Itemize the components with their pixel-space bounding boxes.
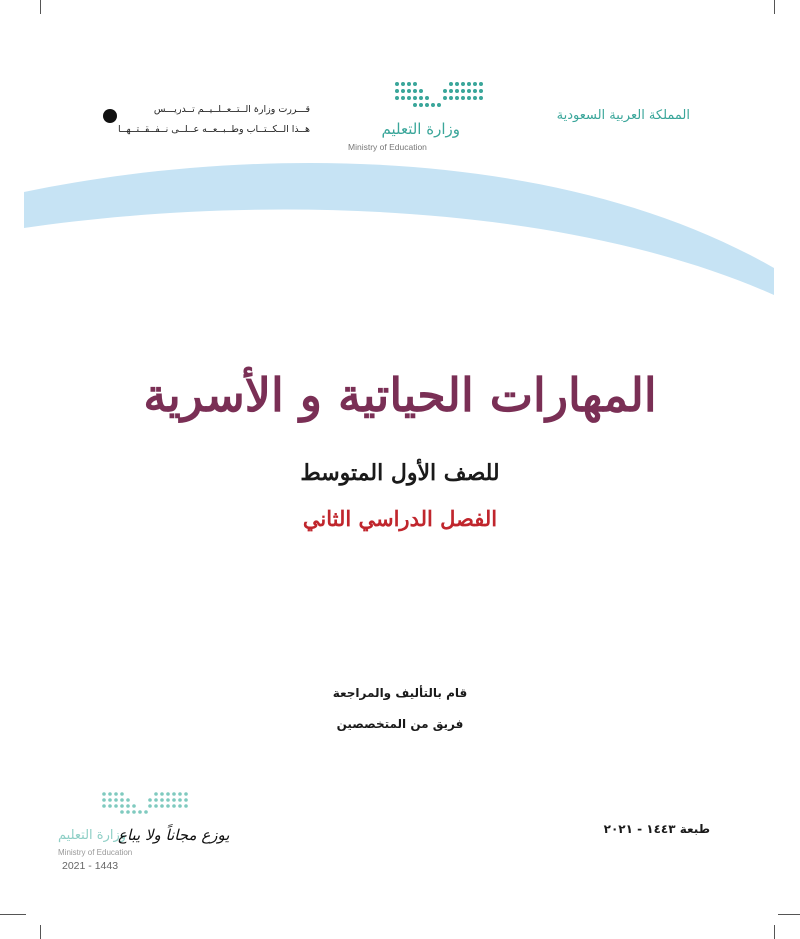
approval-line-1: قـــررت وزارة الــتــعــلــيــم تــدريـــس (153, 104, 310, 115)
ministry-name-en: Ministry of Education (348, 142, 427, 152)
ministry-logo (340, 80, 500, 160)
book-title: المهارات الحياتية و الأسرية (143, 368, 657, 422)
semester: الفصل الدراسي الثاني (302, 506, 498, 531)
author-team: فريق من المتخصصين (336, 717, 464, 731)
crop-mark (0, 914, 26, 915)
authored-by: قام بالتأليف والمراجعة (332, 686, 468, 700)
ministry-dots-icon (392, 80, 492, 116)
approval-line-2: هــذا الــكــتــاب وطــبــعــه عــلــى نــفــقــتــهــا (118, 124, 310, 135)
kingdom-name: المملكة العربية السعودية (556, 108, 690, 123)
crop-mark (774, 925, 775, 939)
footer-ministry-logo (58, 790, 230, 880)
crop-mark (774, 0, 775, 14)
crop-mark (40, 925, 41, 939)
decorative-band (0, 150, 800, 300)
crop-mark (40, 0, 41, 14)
grade-level: للصف الأول المتوسط (300, 460, 500, 486)
edition: طبعة ١٤٤٣ - ٢٠٢١ (603, 822, 710, 836)
footer-years: 2021 - 1443 (62, 860, 119, 872)
ministry-dots-icon (100, 790, 200, 822)
crop-mark (778, 914, 800, 915)
free-distribution-stamp: يوزع مجاناً ولا يباع (118, 826, 230, 844)
ministry-name-ar: وزارة التعليم (381, 120, 460, 138)
approval-statement (118, 100, 310, 140)
footer-ministry-name-en: Ministry of Education (58, 848, 133, 857)
bullet-dot-icon (103, 109, 117, 123)
footer-ministry-name-ar: وزارة التعليم (58, 828, 127, 843)
